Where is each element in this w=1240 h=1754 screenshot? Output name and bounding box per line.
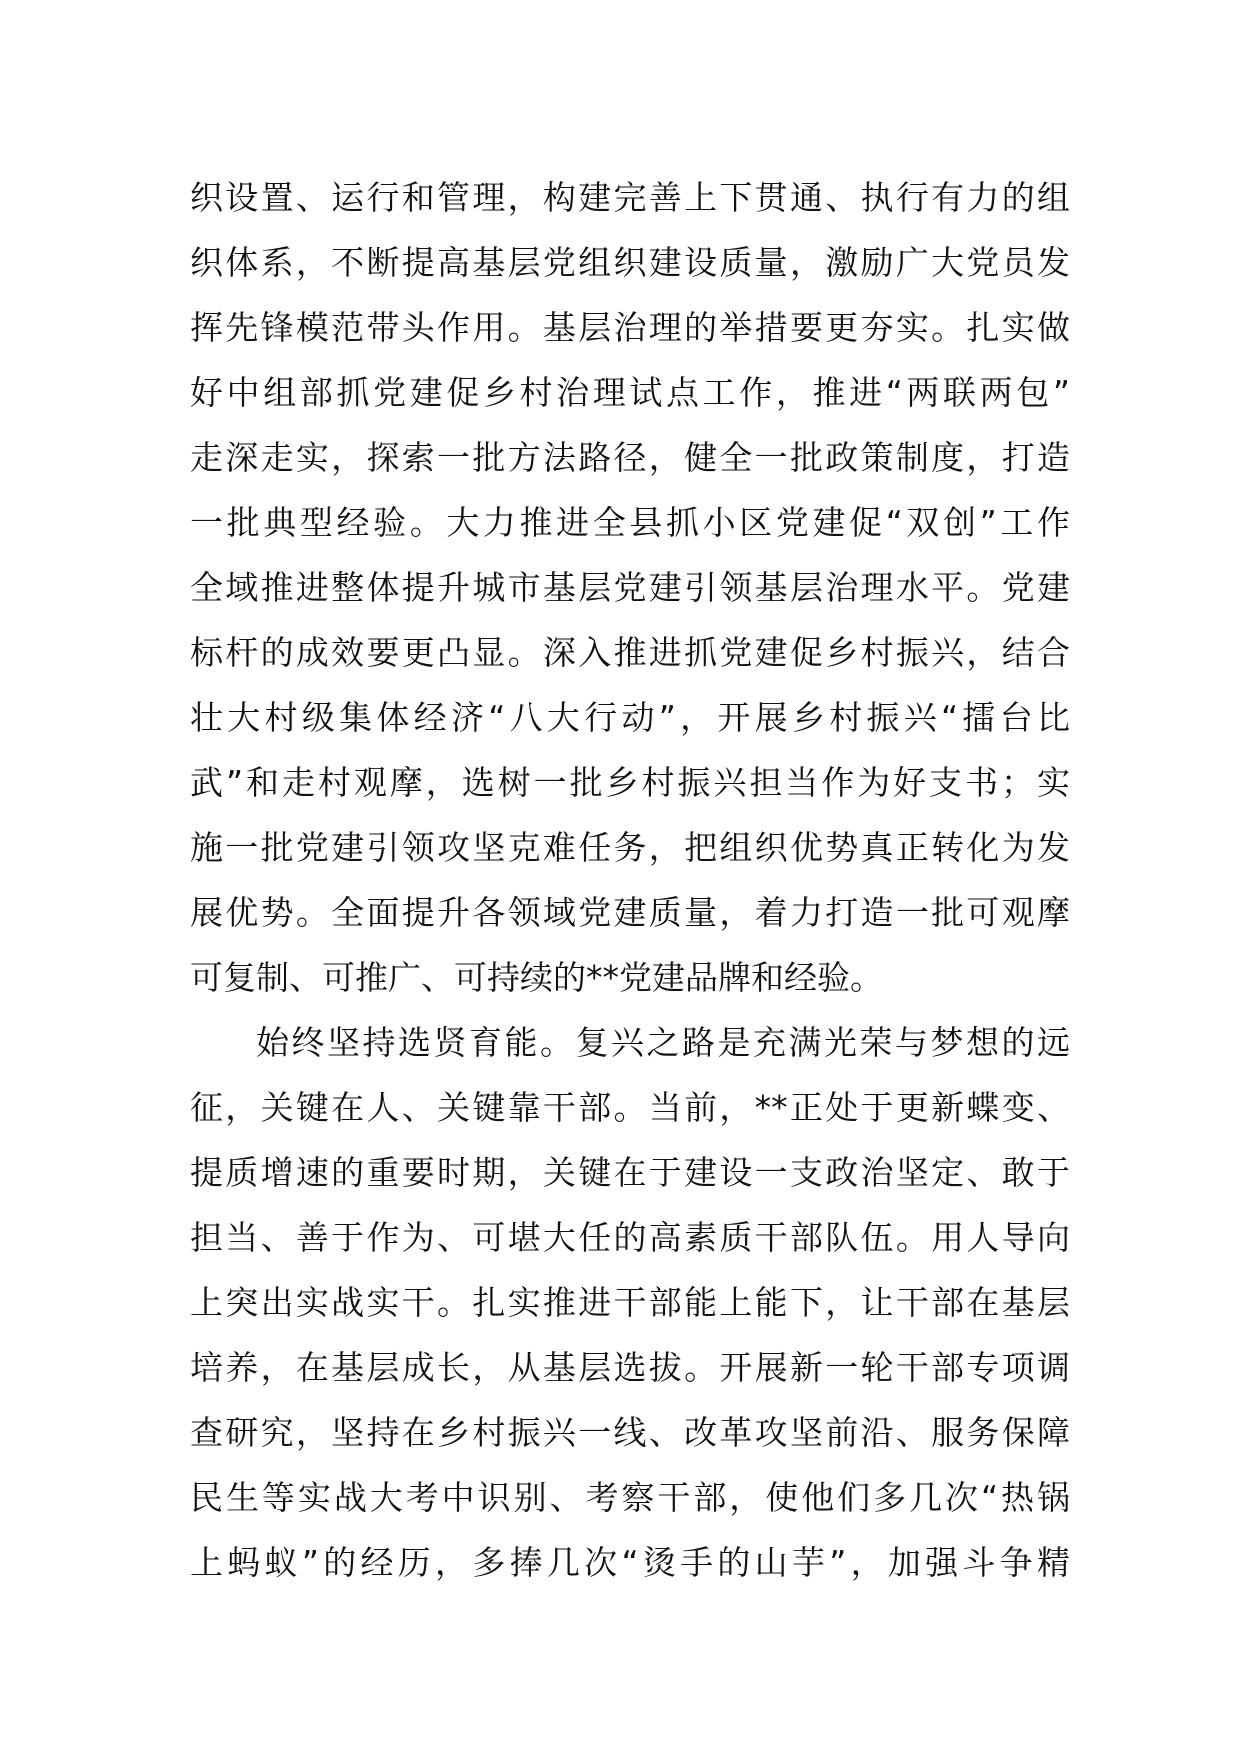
text-line: 走深走实，探索一批方法路径，健全一批政策制度，打造 — [190, 438, 1070, 477]
text-line: 民生等实战大考中识别、考察干部，使他们多几次“热锅 — [190, 1478, 1070, 1517]
text-line: 上蚂蚁”的经历，多捧几次“烫手的山芋”，加强斗争精 — [190, 1543, 1070, 1582]
text-line: 培养，在基层成长，从基层选拔。开展新一轮干部专项调 — [190, 1348, 1070, 1387]
text-line: 展优势。全面提升各领域党建质量，着力打造一批可观摩 — [190, 893, 1070, 932]
paragraph — [190, 165, 1070, 1010]
text-line: 武”和走村观摩，选树一批乡村振兴担当作为好支书；实 — [190, 763, 1070, 802]
text-line: 全域推进整体提升城市基层党建引领基层治理水平。党建 — [190, 568, 1070, 607]
text-line: 始终坚持选贤育能。复兴之路是充满光荣与梦想的远 — [256, 1023, 1070, 1062]
text-line: 征，关键在人、关键靠干部。当前，**正处于更新蝶变、 — [190, 1088, 1070, 1127]
paragraph — [190, 1010, 1070, 1595]
text-line: 施一批党建引领攻坚克难任务，把组织优势真正转化为发 — [190, 828, 1070, 867]
text-line: 挥先锋模范带头作用。基层治理的举措要更夯实。扎实做 — [190, 308, 1070, 347]
text-line: 担当、善于作为、可堪大任的高素质干部队伍。用人导向 — [190, 1218, 1070, 1257]
text-line: 上突出实战实干。扎实推进干部能上能下，让干部在基层 — [190, 1283, 1070, 1322]
text-line: 织体系，不断提高基层党组织建设质量，激励广大党员发 — [190, 243, 1070, 282]
document-body — [190, 165, 1070, 1595]
text-line: 好中组部抓党建促乡村治理试点工作，推进“两联两包” — [190, 373, 1070, 412]
text-line: 一批典型经验。大力推进全县抓小区党建促“双创”工作 — [190, 503, 1070, 542]
text-line: 壮大村级集体经济“八大行动”，开展乡村振兴“擂台比 — [190, 698, 1070, 737]
text-line: 提质增速的重要时期，关键在于建设一支政治坚定、敢于 — [190, 1153, 1070, 1192]
text-line: 可复制、可推广、可持续的**党建品牌和经验。 — [190, 958, 883, 997]
text-line: 标杆的成效要更凸显。深入推进抓党建促乡村振兴，结合 — [190, 633, 1070, 672]
text-line: 查研究，坚持在乡村振兴一线、改革攻坚前沿、服务保障 — [190, 1413, 1070, 1452]
text-line: 织设置、运行和管理，构建完善上下贯通、执行有力的组 — [190, 178, 1070, 217]
